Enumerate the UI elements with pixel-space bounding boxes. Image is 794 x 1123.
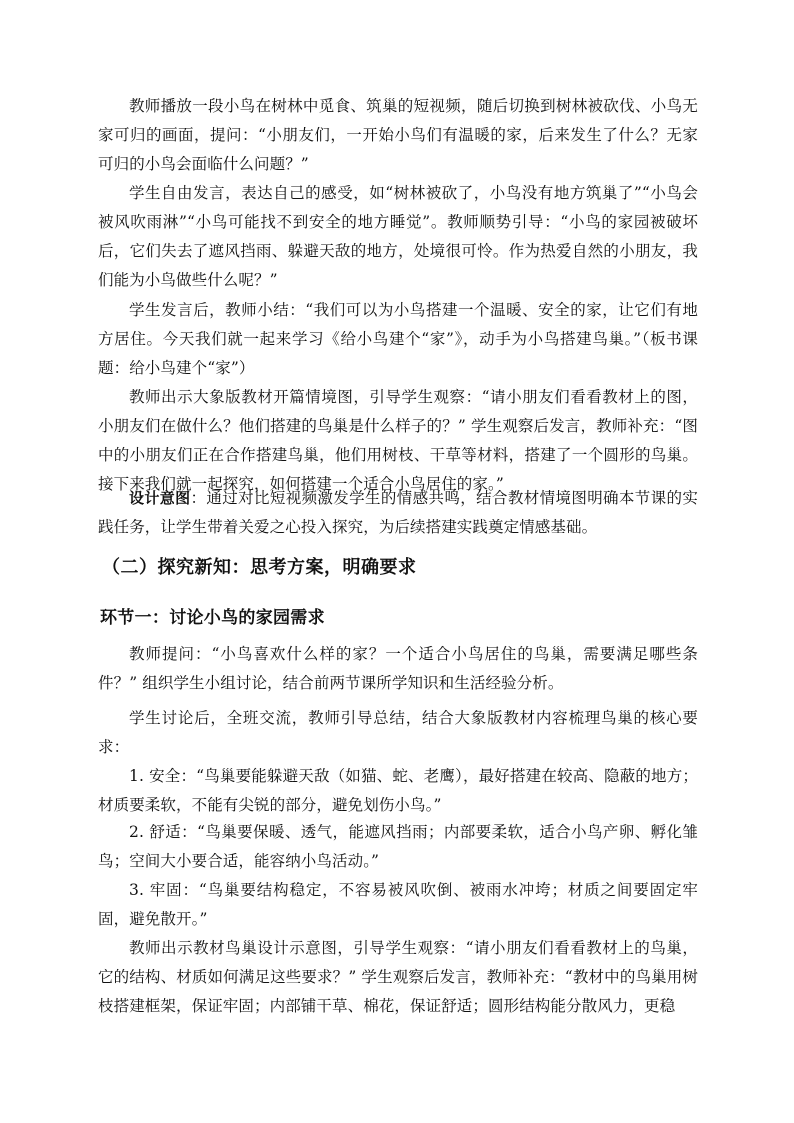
paragraph-student-response bbox=[98, 179, 698, 295]
paragraph-class-discussion bbox=[98, 704, 698, 762]
paragraph-teacher-question bbox=[98, 640, 698, 698]
list-item-comfort bbox=[98, 818, 698, 876]
list-item-text: 3. 牢固：“鸟巢要结构稳定，不容易被风吹倒、被雨水冲垮；材质之间要固定牢固，避免散开。” bbox=[98, 881, 698, 928]
list-item-text: 2. 舒适：“鸟巢要保暖、透气，能遮风挡雨；内部要柔软，适合小鸟产卵、孵化雏鸟；空间大小要合适，能容纳小鸟活动。” bbox=[98, 823, 698, 870]
paragraph-textbook-diagram bbox=[98, 934, 698, 1021]
paragraph-text: 教师播放一段小鸟在树林中觅食、筑巢的短视频，随后切换到树林被砍伐、小鸟无家可归的画面，提问：“小朋友们，一开始小鸟们有温暖的家，后来发生了什么？无家可归的小鸟会面临什么问题？” bbox=[98, 97, 698, 173]
paragraph-text: 教师出示教材鸟巢设计示意图，引导学生观察：“请小朋友们看看教材上的鸟巢，它的结构、材质如何满足这些要求？” 学生观察后发言，教师补充：“教材中的鸟巢用树枝搭建框架，保证牢固；内部铺干草、棉花，保证舒适；圆形结构能分散风力，更稳 bbox=[98, 939, 698, 1015]
subsection-title: 环节一：讨论小鸟的家园需求 bbox=[100, 608, 325, 628]
list-item-safety bbox=[98, 762, 698, 820]
subsection-heading bbox=[100, 605, 700, 631]
paragraph-teacher-summary bbox=[98, 296, 698, 383]
paragraph-text bbox=[98, 484, 698, 542]
paragraph-text: 学生发言后，教师小结：“我们可以为小鸟搭建一个温暖、安全的家，让它们有地方居住。今天我们就一起来学习《给小鸟建个“家”》，动手为小鸟搭建鸟巢。”（板书课题：给小鸟建个“家”） bbox=[98, 301, 698, 377]
paragraph-text: 学生讨论后，全班交流，教师引导总结，结合大象版教材内容梳理鸟巢的核心要求： bbox=[98, 709, 698, 756]
list-item-text: 1. 安全：“鸟巢要能躲避天敌（如猫、蛇、老鹰），最好搭建在较高、隐蔽的地方；材质要柔软，不能有尖锐的部分，避免划伤小鸟。” bbox=[98, 767, 698, 814]
paragraph-design-intent bbox=[98, 484, 698, 542]
design-intent-label: 设计意图 bbox=[129, 489, 191, 507]
paragraph-text: 学生自由发言，表达自己的感受，如“树林被砍了，小鸟没有地方筑巢了”“小鸟会被风吹雨淋”“小鸟可能找不到安全的地方睡觉”。教师顺势引导：“小鸟的家园被破坏后，它们失去了遮风挡雨、躲避天敌的地方，处境很可怜。作为热爱自然的小朋友，我们能为小鸟做些什么呢？” bbox=[98, 184, 698, 289]
section-heading bbox=[102, 555, 702, 581]
paragraph-textbook-scene bbox=[98, 383, 698, 499]
paragraph-text: 教师提问：“小鸟喜欢什么样的家？一个适合小鸟居住的鸟巢，需要满足哪些条件？” 组织学生小组讨论，结合前两节课所学知识和生活经验分析。 bbox=[98, 645, 698, 692]
paragraph-text: 教师出示大象版教材开篇情境图，引导学生观察：“请小朋友们看看教材上的图，小朋友们在做什么？他们搭建的鸟巢是什么样子的？” 学生观察后发言，教师补充：“图中的小朋友们正在合作搭建鸟巢，他们用树枝、干草等材料，搭建了一个圆形的鸟巢。接下来我们就一起探究，如何搭建一个适合小鸟居住的家。” bbox=[98, 388, 698, 493]
list-item-sturdiness bbox=[98, 876, 698, 934]
design-intent-text: ：通过对比短视频激发学生的情感共鸣，结合教材情境图明确本节课的实践任务，让学生带着关爱之心投入探究，为后续搭建实践奠定情感基础。 bbox=[98, 489, 699, 536]
section-title: （二）探究新知：思考方案，明确要求 bbox=[102, 557, 417, 578]
paragraph-intro-video bbox=[98, 92, 698, 179]
